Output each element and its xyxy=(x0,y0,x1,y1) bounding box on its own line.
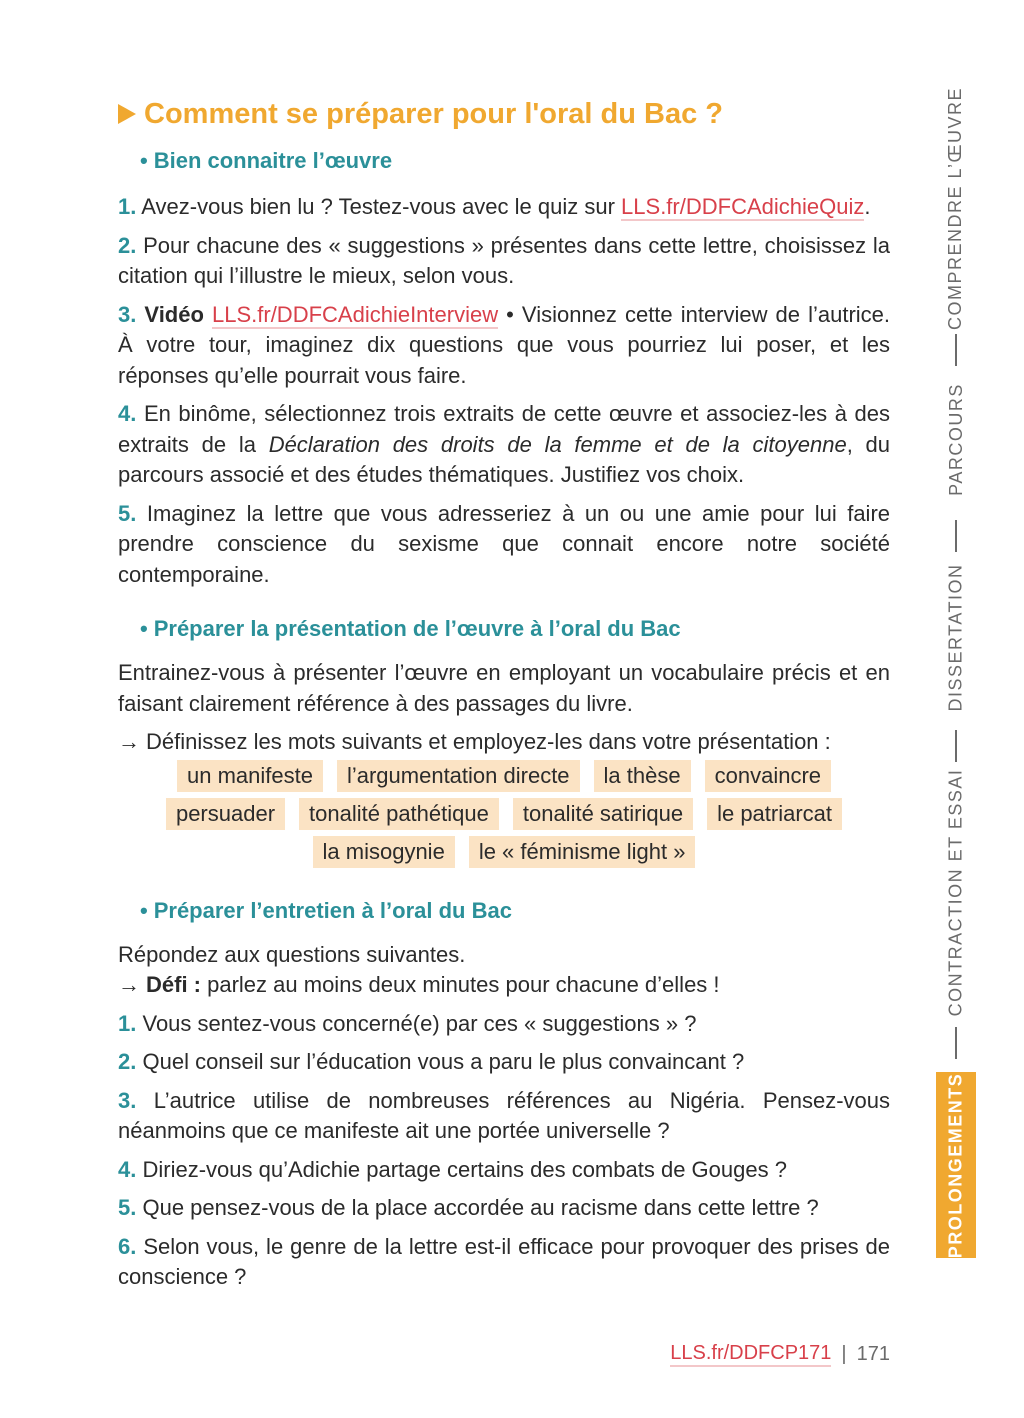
vocabulary-tags xyxy=(118,760,890,868)
defi-line: → Défi : parlez au moins deux minutes pour chacune d’elles ! xyxy=(118,972,720,997)
arrow-instruction: → Définissez les mots suivants et employez-les dans votre présentation : xyxy=(118,729,831,754)
page-number: 171 xyxy=(856,1343,890,1365)
section-intro: Entrainez-vous à présenter l’œuvre en employant un vocabulaire précis et en faisant clairement référence à des passages du livre. xyxy=(118,660,890,716)
question-item: 2. Quel conseil sur l’éducation vous a paru le plus convaincant ? xyxy=(118,1049,745,1074)
question-item: 3. Vidéo LLS.fr/DDFCAdichieInterview • Visionnez cette interview de l’autrice. À votre tour, imaginez dix questions que vous pourriez lui poser, et les réponses qu’elle pourrait vous faire. xyxy=(118,301,890,388)
section-heading-2: • Préparer la présentation de l’œuvre à l’oral du Bac xyxy=(140,616,681,641)
section-heading-3: • Préparer l’entretien à l’oral du Bac xyxy=(140,897,512,923)
bullet-icon: • xyxy=(140,148,148,173)
page-title-text: Comment se préparer pour l'oral du Bac ? xyxy=(144,97,723,130)
main-content xyxy=(118,92,890,1293)
question-item: 1. Avez-vous bien lu ? Testez-vous avec le quiz sur LLS.fr/DDFCAdichieQuiz. xyxy=(118,194,871,219)
question-item: 5. Imaginez la lettre que vous adresseriez à un ou une amie pour lui faire prendre conscience du sexisme que connait encore notre société contemporaine. xyxy=(118,500,890,587)
interview-link[interactable]: LLS.fr/DDFCAdichieInterview xyxy=(212,301,499,327)
vocab-tag: le patriarcat xyxy=(707,798,842,830)
sidebar-tab-prolongements[interactable]: PROLONGEMENTS xyxy=(936,1072,976,1258)
question-item: 4. En binôme, sélectionnez trois extraits de cette œuvre et associez-les à des extraits de la Déclaration des droits de la femme et de la citoyenne, du parcours associé et des études thématiques. Justifiez vos choix. xyxy=(118,401,890,487)
sidebar-divider xyxy=(955,1027,957,1059)
vocab-tag: un manifeste xyxy=(177,760,323,792)
footer-divider: | xyxy=(841,1343,847,1365)
question-item: 1. Vous sentez-vous concerné(e) par ces « suggestions » ? xyxy=(118,1010,697,1036)
vocab-tag: le « féminisme light » xyxy=(469,836,696,868)
chapter-sidebar xyxy=(936,86,976,1258)
question-item: 6. Selon vous, le genre de la lettre est-il efficace pour provoquer des prises de conscience ? xyxy=(118,1233,890,1289)
arrow-icon: → xyxy=(118,729,140,754)
page-footer xyxy=(670,1342,890,1367)
sidebar-divider xyxy=(955,730,957,762)
quiz-link[interactable]: LLS.fr/DDFCAdichieQuiz xyxy=(621,194,865,219)
sidebar-tab-dissertation[interactable]: DISSERTATION xyxy=(945,562,966,712)
vocab-tag: l’argumentation directe xyxy=(337,760,580,792)
vocab-tag: persuader xyxy=(166,798,285,830)
bullet-icon: • xyxy=(140,616,148,641)
question-item: 4. Diriez-vous qu’Adichie partage certains des combats de Gouges ? xyxy=(118,1156,787,1182)
question-item: 2. Pour chacune des « suggestions » présentes dans cette lettre, choisissez la citation qui l’illustre le mieux, selon vous. xyxy=(118,232,890,288)
sidebar-tab-parcours[interactable]: PARCOURS xyxy=(945,382,966,496)
footer-link[interactable]: LLS.fr/DDFCP171 xyxy=(670,1342,831,1367)
bullet-icon: • xyxy=(140,897,148,923)
question-item: 3. L’autrice utilise de nombreuses références au Nigéria. Pensez-vous néanmoins que ce manifeste ait une portée universelle ? xyxy=(118,1087,891,1143)
sidebar-tab-comprendre[interactable]: COMPRENDRE L’ŒUVRE xyxy=(945,86,966,330)
sidebar-tab-contraction[interactable]: CONTRACTION ET ESSAI xyxy=(945,768,966,1016)
sidebar-divider xyxy=(955,520,957,552)
triangle-bullet-icon xyxy=(118,104,136,124)
question-item: 5. Que pensez-vous de la place accordée au racisme dans cette lettre ? xyxy=(118,1195,819,1220)
section-heading-1: • Bien connaitre l’œuvre xyxy=(140,148,393,173)
section-intro: Répondez aux questions suivantes. xyxy=(118,941,466,967)
arrow-icon: → xyxy=(118,972,140,997)
vocab-tag: convaincre xyxy=(705,760,831,792)
page-title xyxy=(118,92,890,136)
vocab-tag: tonalité satirique xyxy=(513,798,693,830)
vocab-tag: la thèse xyxy=(594,760,691,792)
sidebar-divider xyxy=(955,334,957,366)
vocab-tag: tonalité pathétique xyxy=(299,798,499,830)
vocab-tag: la misogynie xyxy=(313,836,455,868)
